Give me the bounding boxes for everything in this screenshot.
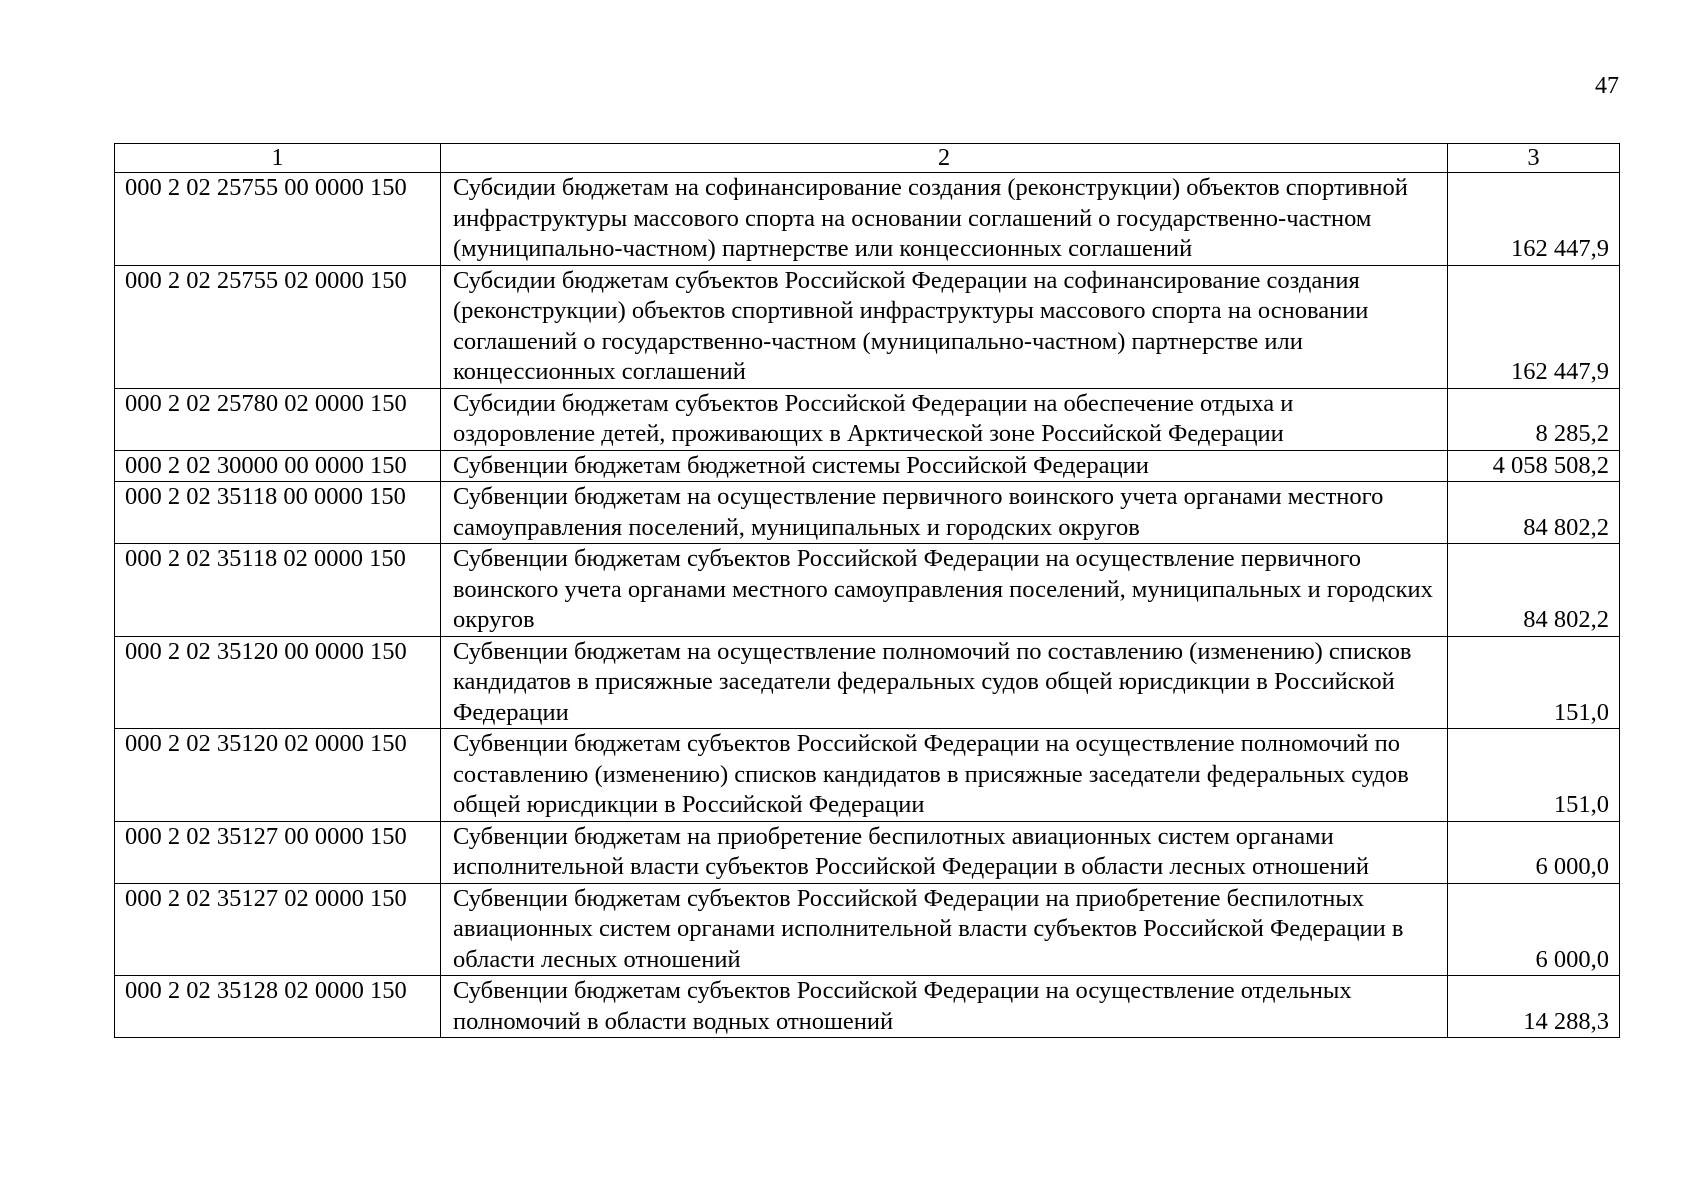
- description-cell: Субвенции бюджетам субъектов Российской Федерации на осуществление первичного воинского учета органами местного самоуправления поселений, муниципальных и городских округов: [441, 544, 1448, 637]
- amount-cell: 84 802,2: [1448, 544, 1620, 637]
- amount-cell: 84 802,2: [1448, 482, 1620, 544]
- amount-cell: 162 447,9: [1448, 173, 1620, 266]
- budget-code-cell: 000 2 02 30000 00 0000 150: [115, 450, 441, 482]
- table-row: [115, 388, 1620, 450]
- budget-code-cell: 000 2 02 35128 02 0000 150: [115, 976, 441, 1038]
- table-row: [115, 821, 1620, 883]
- budget-code-cell: 000 2 02 35118 02 0000 150: [115, 544, 441, 637]
- table-header: [115, 144, 1620, 173]
- table-body: [115, 173, 1620, 1038]
- amount-cell: 6 000,0: [1448, 821, 1620, 883]
- table-row: [115, 883, 1620, 976]
- column-header-code: 1: [115, 144, 441, 173]
- amount-cell: 151,0: [1448, 729, 1620, 822]
- table-row: [115, 482, 1620, 544]
- budget-code-cell: 000 2 02 35120 02 0000 150: [115, 729, 441, 822]
- description-cell: Субвенции бюджетам на осуществление первичного воинского учета органами местного самоуправления поселений, муниципальных и городских округов: [441, 482, 1448, 544]
- header-row: [115, 144, 1620, 173]
- description-cell: Субвенции бюджетам на осуществление полномочий по составлению (изменению) списков кандидатов в присяжные заседатели федеральных судов общей юрисдикции в Российской Федерации: [441, 636, 1448, 729]
- amount-cell: 8 285,2: [1448, 388, 1620, 450]
- description-cell: Субвенции бюджетам бюджетной системы Российской Федерации: [441, 450, 1448, 482]
- budget-code-cell: 000 2 02 35120 00 0000 150: [115, 636, 441, 729]
- budget-code-cell: 000 2 02 25755 00 0000 150: [115, 173, 441, 266]
- description-cell: Субсидии бюджетам субъектов Российской Федерации на обеспечение отдыха и оздоровление детей, проживающих в Арктической зоне Российской Федерации: [441, 388, 1448, 450]
- table-row: [115, 173, 1620, 266]
- description-cell: Субсидии бюджетам на софинансирование создания (реконструкции) объектов спортивной инфраструктуры массового спорта на основании соглашений о государственно-частном (муниципально-частном) партнерстве или концессионных соглашений: [441, 173, 1448, 266]
- column-header-description: 2: [441, 144, 1448, 173]
- amount-cell: 14 288,3: [1448, 976, 1620, 1038]
- budget-code-cell: 000 2 02 25755 02 0000 150: [115, 265, 441, 388]
- table-row: [115, 544, 1620, 637]
- table-row: [115, 636, 1620, 729]
- amount-cell: 162 447,9: [1448, 265, 1620, 388]
- amount-cell: 6 000,0: [1448, 883, 1620, 976]
- table-row: [115, 265, 1620, 388]
- description-cell: Субвенции бюджетам субъектов Российской Федерации на осуществление отдельных полномочий в области водных отношений: [441, 976, 1448, 1038]
- budget-code-cell: 000 2 02 35127 00 0000 150: [115, 821, 441, 883]
- table-row: [115, 729, 1620, 822]
- description-cell: Субвенции бюджетам субъектов Российской Федерации на осуществление полномочий по составлению (изменению) списков кандидатов в присяжные заседатели федеральных судов общей юрисдикции в Российской Федерации: [441, 729, 1448, 822]
- amount-cell: 4 058 508,2: [1448, 450, 1620, 482]
- description-cell: Субвенции бюджетам на приобретение беспилотных авиационных систем органами исполнительной власти субъектов Российской Федерации в области лесных отношений: [441, 821, 1448, 883]
- description-cell: Субсидии бюджетам субъектов Российской Федерации на софинансирование создания (реконструкции) объектов спортивной инфраструктуры массового спорта на основании соглашений о государственно-частном (муниципально-частном) партнерстве или концессионных соглашений: [441, 265, 1448, 388]
- amount-cell: 151,0: [1448, 636, 1620, 729]
- budget-code-cell: 000 2 02 35127 02 0000 150: [115, 883, 441, 976]
- table-row: [115, 976, 1620, 1038]
- page-number: 47: [1595, 73, 1619, 99]
- column-header-amount: 3: [1448, 144, 1620, 173]
- description-cell: Субвенции бюджетам субъектов Российской Федерации на приобретение беспилотных авиационных систем органами исполнительной власти субъектов Российской Федерации в области лесных отношений: [441, 883, 1448, 976]
- budget-code-cell: 000 2 02 25780 02 0000 150: [115, 388, 441, 450]
- budget-revenue-table: [114, 143, 1620, 1038]
- table-row: [115, 450, 1620, 482]
- budget-code-cell: 000 2 02 35118 00 0000 150: [115, 482, 441, 544]
